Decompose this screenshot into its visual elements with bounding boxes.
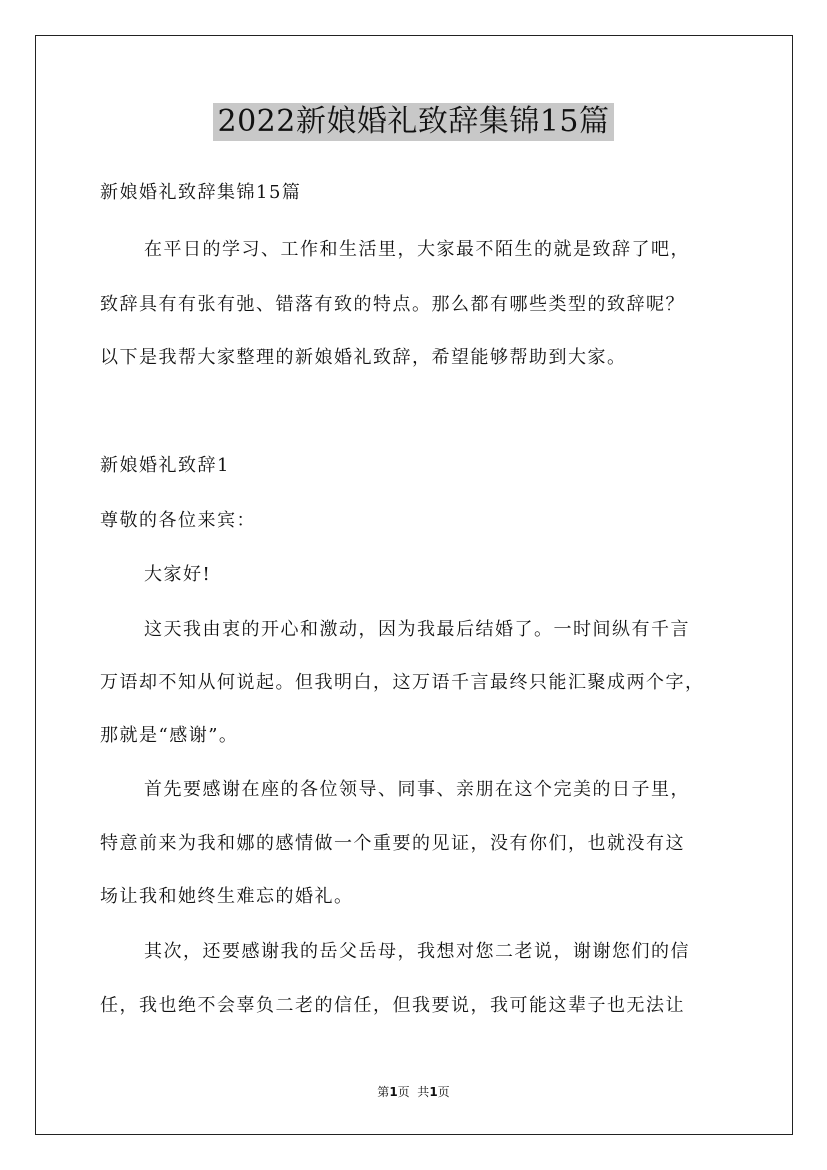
page-footer: [0, 1084, 827, 1100]
section-heading: 新娘婚礼致辞1: [100, 455, 230, 476]
salutation: 尊敬的各位来宾：: [100, 510, 256, 531]
intro-line: 以下是我帮大家整理的新娘婚礼致辞，希望能够帮助到大家。: [100, 347, 627, 368]
paragraph-line: 那就是“感谢”。: [100, 725, 239, 746]
footer-suffix: 页: [437, 1085, 450, 1099]
paragraph-line: 万语却不知从何说起。但我明白，这万语千言最终只能汇聚成两个字，: [100, 672, 705, 693]
document-subtitle: 新娘婚礼致辞集锦15篇: [100, 182, 302, 203]
intro-line: 致辞具有有张有弛、错落有致的特点。那么都有哪些类型的致辞呢？: [100, 294, 685, 315]
paragraph-line: 其次，还要感谢我的岳父岳母，我想对您二老说，谢谢您们的信: [144, 941, 690, 962]
intro-line: 在平日的学习、工作和生活里，大家最不陌生的就是致辞了吧，: [144, 239, 690, 260]
paragraph-line: 任，我也绝不会辜负二老的信任，但我要说，我可能这辈子也无法让: [100, 995, 685, 1016]
document-title: 2022新娘婚礼致辞集锦15篇: [213, 103, 613, 141]
footer-page-current: 1: [389, 1085, 398, 1099]
paragraph-line: 场让我和她终生难忘的婚礼。: [100, 886, 354, 907]
greeting: 大家好!: [144, 564, 212, 585]
footer-middle: 页 共: [397, 1085, 430, 1099]
footer-page-total: 1: [429, 1085, 438, 1099]
title-container: [0, 103, 827, 141]
paragraph-line: 这天我由衷的开心和激动，因为我最后结婚了。一时间纵有千言: [144, 619, 690, 640]
paragraph-line: 首先要感谢在座的各位领导、同事、亲朋在这个完美的日子里，: [144, 779, 690, 800]
paragraph-line: 特意前来为我和娜的感情做一个重要的见证，没有你们，也就没有这: [100, 833, 685, 854]
footer-prefix: 第: [377, 1085, 390, 1099]
